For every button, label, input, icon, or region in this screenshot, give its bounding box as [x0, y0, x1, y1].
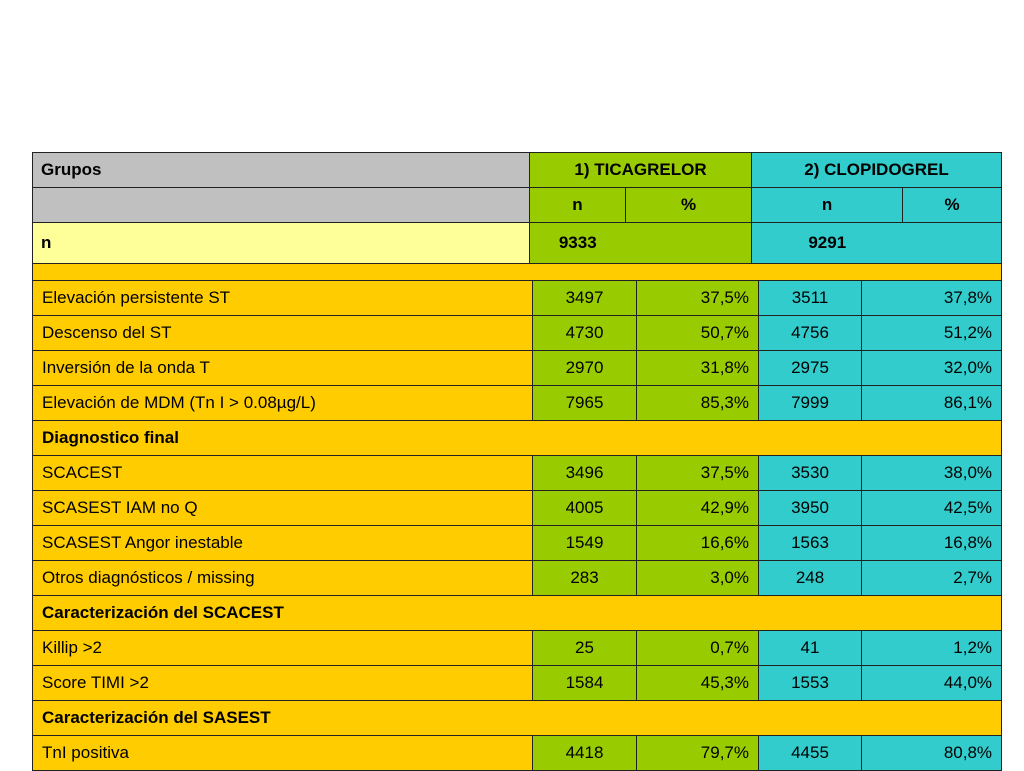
- clopidogrel-n-cell: 3511: [759, 281, 862, 316]
- row-label: Elevación de MDM (Tn I > 0.08µg/L): [33, 386, 533, 421]
- n-row-label: n: [33, 223, 530, 264]
- table-row: [33, 491, 1002, 526]
- clopidogrel-pct-cell: 16,8%: [862, 526, 1002, 561]
- ticagrelor-n-cell: 3497: [533, 281, 637, 316]
- header-table: [32, 152, 1002, 264]
- ticagrelor-n-cell: 283: [533, 561, 637, 596]
- header-row-groups: [33, 153, 1002, 188]
- ticagrelor-pct-cell: 79,7%: [637, 736, 759, 771]
- ticagrelor-n-cell: 3496: [533, 456, 637, 491]
- clopidogrel-n-header: n: [752, 188, 903, 223]
- row-label: Killip >2: [33, 631, 533, 666]
- table-row: [33, 631, 1002, 666]
- clopidogrel-n-cell: 1553: [759, 666, 862, 701]
- ticagrelor-pct-cell: 3,0%: [637, 561, 759, 596]
- table-row: [33, 386, 1002, 421]
- ticagrelor-pct-cell: 50,7%: [637, 316, 759, 351]
- clopidogrel-pct-cell: 86,1%: [862, 386, 1002, 421]
- ticagrelor-n-cell: 1549: [533, 526, 637, 561]
- ticagrelor-pct-cell: 85,3%: [637, 386, 759, 421]
- clopidogrel-pct-cell: 32,0%: [862, 351, 1002, 386]
- ticagrelor-pct-cell: 37,5%: [637, 456, 759, 491]
- ticagrelor-n-pct-blank: [626, 223, 752, 264]
- row-label: TnI positiva: [33, 736, 533, 771]
- clopidogrel-pct-cell: 1,2%: [862, 631, 1002, 666]
- ticagrelor-n-cell: 1584: [533, 666, 637, 701]
- ticagrelor-pct-cell: 0,7%: [637, 631, 759, 666]
- clopidogrel-pct-cell: 80,8%: [862, 736, 1002, 771]
- row-label: Inversión de la onda T: [33, 351, 533, 386]
- ticagrelor-n-header: n: [530, 188, 626, 223]
- header-row-columns: [33, 188, 1002, 223]
- table-row: [33, 351, 1002, 386]
- data-table: [32, 249, 1002, 771]
- table-row: [33, 316, 1002, 351]
- clopidogrel-n-cell: 4455: [759, 736, 862, 771]
- row-label: Score TIMI >2: [33, 666, 533, 701]
- clopidogrel-pct-cell: 38,0%: [862, 456, 1002, 491]
- row-label: SCASEST IAM no Q: [33, 491, 533, 526]
- clopidogrel-pct-cell: 37,8%: [862, 281, 1002, 316]
- section-row: [33, 596, 1002, 631]
- section-title: Diagnostico final: [33, 421, 1002, 456]
- row-label: Descenso del ST: [33, 316, 533, 351]
- clopidogrel-n-cell: 41: [759, 631, 862, 666]
- ticagrelor-pct-cell: 37,5%: [637, 281, 759, 316]
- row-label: Otros diagnósticos / missing: [33, 561, 533, 596]
- clopidogrel-pct-header: %: [903, 188, 1002, 223]
- clopidogrel-pct-cell: 42,5%: [862, 491, 1002, 526]
- table-row: [33, 281, 1002, 316]
- blank-header-cell: [33, 188, 530, 223]
- clopidogrel-n-cell: 3530: [759, 456, 862, 491]
- clopidogrel-pct-cell: 51,2%: [862, 316, 1002, 351]
- section-row: [33, 701, 1002, 736]
- table-row: [33, 736, 1002, 771]
- ticagrelor-n-cell: 2970: [533, 351, 637, 386]
- clopidogrel-n-cell: 2975: [759, 351, 862, 386]
- ticagrelor-n-total: 9333: [530, 223, 626, 264]
- ticagrelor-n-cell: 25: [533, 631, 637, 666]
- section-row: [33, 421, 1002, 456]
- n-row: [33, 223, 1002, 264]
- ticagrelor-pct-cell: 45,3%: [637, 666, 759, 701]
- section-title: Caracterización del SASEST: [33, 701, 1002, 736]
- ticagrelor-pct-cell: 31,8%: [637, 351, 759, 386]
- ticagrelor-n-cell: 4730: [533, 316, 637, 351]
- table-row: [33, 456, 1002, 491]
- ticagrelor-header: 1) TICAGRELOR: [530, 153, 752, 188]
- row-label: Elevación persistente ST: [33, 281, 533, 316]
- clopidogrel-n-cell: 1563: [759, 526, 862, 561]
- clopidogrel-n-total: 9291: [752, 223, 903, 264]
- section-title: Caracterización del SCACEST: [33, 596, 1002, 631]
- ticagrelor-pct-cell: 42,9%: [637, 491, 759, 526]
- clopidogrel-n-cell: 7999: [759, 386, 862, 421]
- ticagrelor-n-cell: 7965: [533, 386, 637, 421]
- row-label: SCASEST Angor inestable: [33, 526, 533, 561]
- ticagrelor-n-cell: 4005: [533, 491, 637, 526]
- table-row: [33, 666, 1002, 701]
- clopidogrel-n-cell: 4756: [759, 316, 862, 351]
- table-row: [33, 561, 1002, 596]
- ticagrelor-pct-header: %: [626, 188, 752, 223]
- row-label: SCACEST: [33, 456, 533, 491]
- clopidogrel-n-cell: 248: [759, 561, 862, 596]
- clopidogrel-n-pct-blank: [903, 223, 1002, 264]
- table-row: [33, 526, 1002, 561]
- ticagrelor-n-cell: 4418: [533, 736, 637, 771]
- clopidogrel-header: 2) CLOPIDOGREL: [752, 153, 1002, 188]
- clopidogrel-pct-cell: 44,0%: [862, 666, 1002, 701]
- clopidogrel-pct-cell: 2,7%: [862, 561, 1002, 596]
- ticagrelor-pct-cell: 16,6%: [637, 526, 759, 561]
- clopidogrel-n-cell: 3950: [759, 491, 862, 526]
- grupos-header: Grupos: [33, 153, 530, 188]
